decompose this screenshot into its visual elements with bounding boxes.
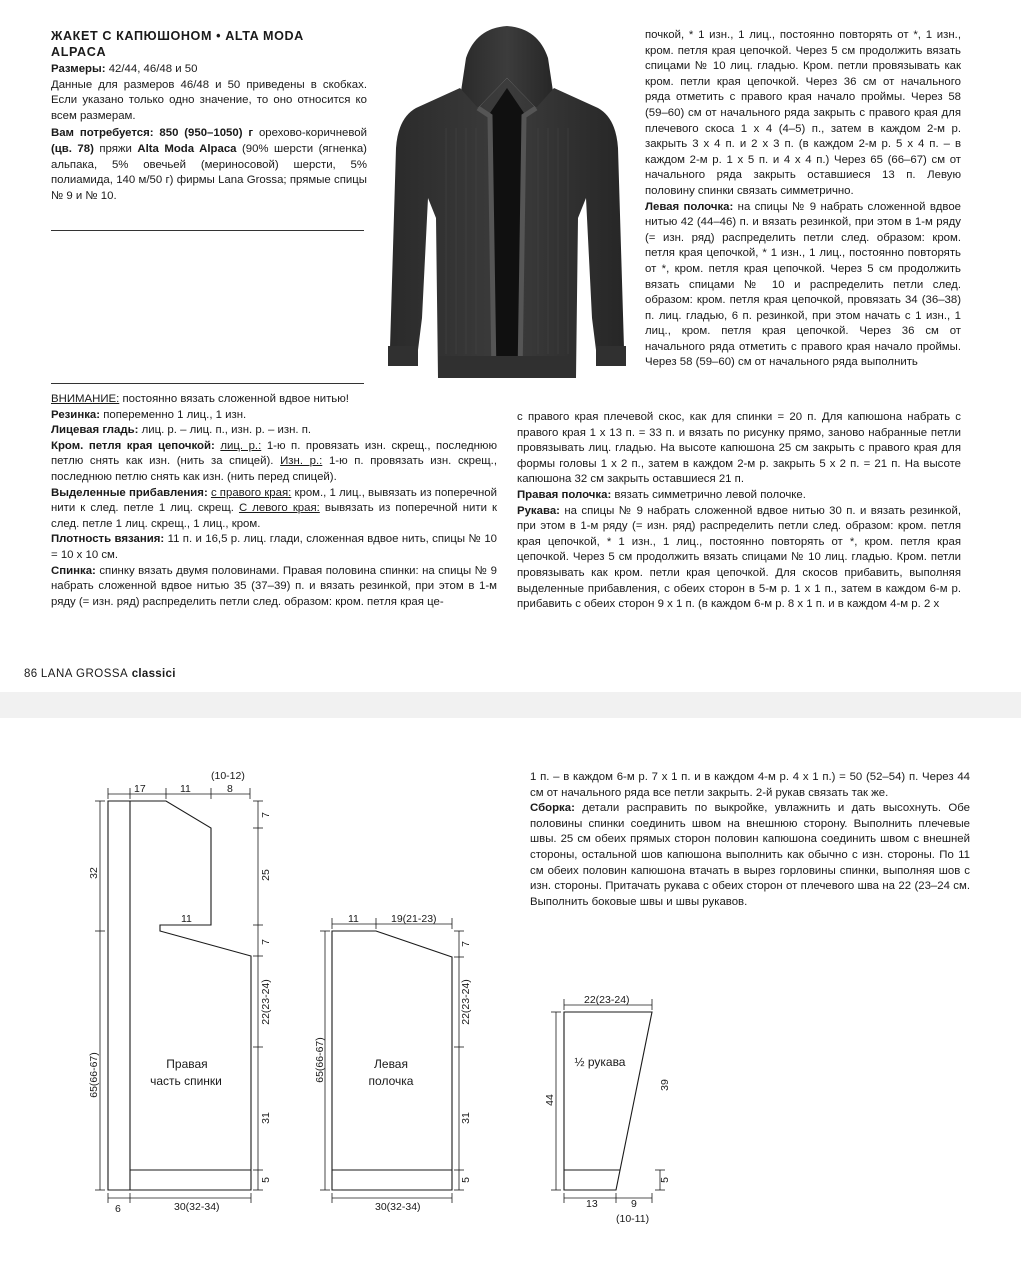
footer-brand: LANA GROSSA (40, 668, 129, 680)
front-continuation: с правого края плечевой скос, как для спинки = 20 п. Для капюшона набрать с правого края 1 х 13 п. = 33 п. и вязать по рисунку прямо, заново набранные петли провязывать лиц. гладью. На высоте капюшона 25 см закрыть с правого края для формы головы 1 х 2 п., затем в каждом 2-м р. закрыть 5 х 2 п. = 21 п. На высоте капюшона 32 см закрыть оставшиеся 21 п. (517, 411, 961, 486)
dim-sleeve-9: 9 (631, 1198, 637, 1210)
materials: Вам потребуется: 850 (950–1050) г орехово-коричневой (цв. 78) пряжи Alta Moda Alpaca (90% шерсти (ягненка) альпака, 5% овечьей (мериносовой) шерсти, 5% полиамида, 140 м/50 г) фирмы Lana Grossa; прямые спицы № 9 и № 10. (51, 127, 367, 202)
increase-note: Выделенные прибавления: с правого края: кром., 1 лиц., вывязать из поперечной нити к след. петле 1 лиц. скрещ. С левого края: вывязать из поперечной нити к след. петле 1 лиц. скрещ., 1 лиц., кром. (51, 486, 497, 530)
dim-front-11: 11 (348, 913, 359, 925)
dim-front-65: 65(66-67) (314, 1037, 326, 1083)
dim-sleeve-44: 44 (544, 1094, 556, 1106)
page-number: 86 (24, 668, 38, 680)
sleeve-continuation: 1 п. – в каждом 6-м р. 7 х 1 п. и в каждом 4-м р. 4 х 1 п.) = 50 (52–54) п. Через 44 см от начального ряда все петли закрыть. 2-й рукав связать так же. (530, 771, 970, 799)
dim-back-6: 6 (115, 1203, 121, 1215)
dim-back-25: 25 (260, 869, 272, 881)
dim-sleeve-5: 5 (659, 1177, 671, 1183)
sizes-note: Данные для размеров 46/48 и 50 приведены в скобках. Если указано только одно значение, то оно относится ко всем размерам. (51, 78, 367, 122)
dim-sleeve-13: 13 (586, 1198, 598, 1210)
dim-back-17: 17 (134, 783, 146, 795)
dim-sleeve-39: 39 (659, 1079, 671, 1091)
footer-series: classici (131, 668, 176, 680)
stockinette-note: Лицевая гладь: лиц. р. – лиц. п., изн. р. – изн. п. (51, 424, 312, 437)
dim-front-31: 31 (460, 1112, 472, 1124)
rib-note: Резинка: попеременно 1 лиц., 1 изн. (51, 408, 247, 421)
dim-sleeve-22: 22(23-24) (584, 994, 630, 1006)
attention-note: ВНИМАНИЕ: постоянно вязать сложенной вдвое нитью! (51, 393, 349, 405)
front-piece-label-1: Левая (374, 1057, 408, 1071)
dim-back-65: 65(66-67) (88, 1052, 100, 1098)
dim-back-31: 31 (260, 1112, 272, 1124)
edge-stitch-note: Кром. петля края цепочкой: лиц. р.: 1-ю п. провязать изн. скрещ., последнюю петлю снять как изн. (нить за спицей). Изн. р.: 1-ю п. провязать изн. скрещ., последнюю петлю снять как изн. (нить перед спицей). (51, 439, 498, 483)
dim-front-5: 5 (460, 1177, 472, 1183)
front-piece-label-2: полочка (368, 1074, 414, 1088)
assembly-section: Сборка: детали расправить по выкройке, увлажнить и дать высохнуть. Обе половины спинки соединить швом на внешнюю сторону. Выполнить плечевые швы. 25 см обеих прямых сторон половин капюшона соединить швом с внешней стороны, остальной шов капюшона выполнить как обычно с изн. стороны. По 11 см обеих половин капюшона втачать в вырез горловины спинки, выполняя шов с изн. стороны. Притачать рукава с обеих сторон от плечевого шва на 22 (23–24 см. Выполнить боковые швы и швы рукавов. (530, 802, 971, 908)
dim-back-5: 5 (260, 1177, 272, 1183)
right-front-section: Правая полочка: вязать симметрично левой полочке. (517, 488, 806, 501)
back-continuation: почкой, * 1 изн., 1 лиц., постоянно повторять от *, 1 изн., кром. петля края цепочкой. Через 5 см продолжить вязать спицами № 10 лиц. гладью. Кром. петли провязывать как кром. петли края цепочкой. Через 36 см от начального ряда отметить с правого края начало проймы. Через 58 (59–60) см от начального ряда закрыть с правого края для плечевого скоса 1 х 4 (4–5) п., затем в каждом 2-м р. закрыть 3 х 4 п. и 2 х 3 п. (в каждом 2-м р. 5 х 4 п. – в каждом 2-м р. 1 х 5 п. и 4 х 4 п.) Через 65 (66–67) см от начального ряда закрыть оставшиеся 13 п. Левую половину спинки связать симметрично. (645, 29, 961, 197)
dim-back-1012: (10-12) (211, 770, 245, 782)
left-front-section: Левая полочка: на спицы № 9 набрать сложенной вдвое нитью 42 (44–46) п. и вязать резинкой, при этом в 1-м ряду (= изн. ряд) распределить петли след. образом: кром. петля края цепочкой, * 1 изн., 1 лиц., постоянно повторять от *, кром. петля края цепочкой. Через 5 см продолжить вязать спицами № 10 и распределить петли след. образом: кром. петля края цепочкой, провязать 34 (36–38) п. лиц. гладью, 6 п. резинкой, при этом начать с 1 изн., 1 лиц., кром. петля края цепочкой. Через 36 см от начального ряда отметить с правого края начало проймы. Через 58 (59–60) см от начального ряда выполнить (645, 200, 961, 369)
dim-back-11-top: 11 (180, 783, 191, 795)
sleeves-section: Рукава: на спицы № 9 набрать сложенной вдвое нитью 30 п. и вязать резинкой, при этом в 1-м ряду (= изн. ряд) распределить петли след. образом: кром. петля края цепочкой, * 1 изн., 1 лиц., постоянно повторять от *, кром. петля края цепочкой. Через 5 см продолжить вязать спицами № 10 лиц. гладью. Кром. петли провязывать как кром. петли края цепочкой. Для скосов прибавить, выполняя выделенные прибавления, с обеих сторон в 5-м р. 1 х 1 п., затем в каждом 6-м р. прибавить с обеих сторон 9 х 1 п. (в каждом 6-м р. 8 х 1 п. и в каждом 4-м р. 2 х (517, 504, 961, 611)
dim-back-7a: 7 (260, 812, 272, 818)
dim-front-22: 22(23-24) (460, 979, 472, 1025)
dim-front-7: 7 (460, 941, 472, 947)
back-piece-label-2: часть спинки (150, 1074, 222, 1088)
dim-front-19: 19(21-23) (391, 913, 437, 925)
dim-back-8: 8 (227, 783, 233, 795)
page-title: ЖАКЕТ С КАПЮШОНОМ • ALTA MODA ALPACA (51, 29, 304, 59)
dim-front-30: 30(32-34) (375, 1201, 421, 1213)
dim-back-7b: 7 (260, 939, 272, 945)
sizes: Размеры: 42/44, 46/48 и 50 (51, 63, 198, 75)
dim-back-11-mid: 11 (181, 913, 192, 925)
dim-back-30: 30(32-34) (174, 1201, 220, 1213)
sleeve-piece-label: ½ рукава (574, 1055, 626, 1069)
dim-back-22: 22(23-24) (260, 979, 272, 1025)
dim-back-32: 32 (88, 867, 100, 879)
dim-sleeve-1011: (10-11) (616, 1213, 650, 1225)
back-piece-label-1: Правая (166, 1057, 208, 1071)
gauge-note: Плотность вязания: 11 п. и 16,5 р. лиц. глади, сложенная вдвое нить, спицы № 10 = 10 х 10 см. (51, 533, 497, 561)
back-note: Спинка: спинку вязать двумя половинами. Правая половина спинки: на спицы № 9 набрать сложенной вдвое нитью 35 (37–39) п. и вязать резинкой, при этом в 1-м ряду (= изн. ряд) распределить петли след. образом: кром. петля края це- (51, 564, 498, 608)
